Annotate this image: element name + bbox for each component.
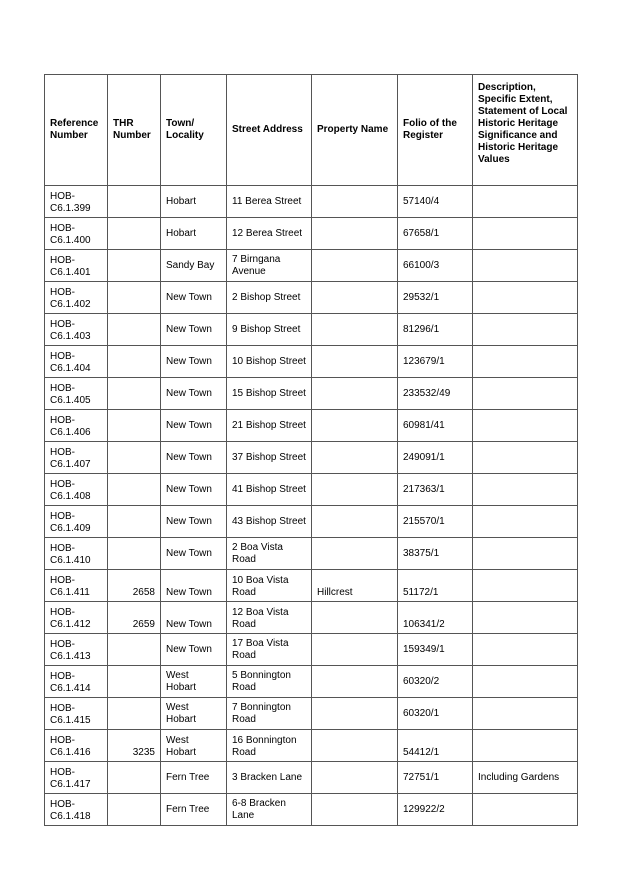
cell-reference-number: HOB-C6.1.409 bbox=[45, 506, 108, 538]
table-row bbox=[45, 698, 578, 730]
cell-reference-number: HOB-C6.1.407 bbox=[45, 442, 108, 474]
header-property-name: Property Name bbox=[312, 75, 398, 186]
table-row bbox=[45, 410, 578, 442]
cell-thr-number bbox=[108, 666, 161, 698]
cell-thr-number: 2659 bbox=[108, 602, 161, 634]
header-thr-number: THR Number bbox=[108, 75, 161, 186]
cell-town-locality: West Hobart bbox=[161, 730, 227, 762]
cell-folio: 233532/49 bbox=[398, 378, 473, 410]
cell-reference-number: HOB-C6.1.412 bbox=[45, 602, 108, 634]
cell-property-name: Hillcrest bbox=[312, 570, 398, 602]
cell-property-name bbox=[312, 282, 398, 314]
cell-folio: 60320/1 bbox=[398, 698, 473, 730]
table-row bbox=[45, 186, 578, 218]
cell-street-address: 5 Bonnington Road bbox=[227, 666, 312, 698]
cell-reference-number: HOB-C6.1.404 bbox=[45, 346, 108, 378]
cell-folio: 72751/1 bbox=[398, 762, 473, 794]
cell-thr-number bbox=[108, 762, 161, 794]
cell-reference-number: HOB-C6.1.414 bbox=[45, 666, 108, 698]
cell-description bbox=[473, 410, 578, 442]
cell-description bbox=[473, 250, 578, 282]
heritage-register-table bbox=[44, 74, 578, 826]
cell-folio: 54412/1 bbox=[398, 730, 473, 762]
cell-folio: 129922/2 bbox=[398, 794, 473, 826]
cell-street-address: 10 Bishop Street bbox=[227, 346, 312, 378]
cell-folio: 106341/2 bbox=[398, 602, 473, 634]
cell-description bbox=[473, 794, 578, 826]
cell-thr-number bbox=[108, 538, 161, 570]
cell-folio: 60981/41 bbox=[398, 410, 473, 442]
cell-street-address: 41 Bishop Street bbox=[227, 474, 312, 506]
cell-property-name bbox=[312, 602, 398, 634]
cell-property-name bbox=[312, 794, 398, 826]
cell-description bbox=[473, 538, 578, 570]
cell-reference-number: HOB-C6.1.401 bbox=[45, 250, 108, 282]
cell-description bbox=[473, 442, 578, 474]
cell-description bbox=[473, 634, 578, 666]
cell-town-locality: Fern Tree bbox=[161, 794, 227, 826]
cell-street-address: 6-8 Bracken Lane bbox=[227, 794, 312, 826]
cell-folio: 51172/1 bbox=[398, 570, 473, 602]
cell-town-locality: New Town bbox=[161, 314, 227, 346]
cell-property-name bbox=[312, 378, 398, 410]
cell-thr-number bbox=[108, 474, 161, 506]
header-description: Description, Specific Extent, Statement of Local Historic Heritage Significance and Historic Heritage Values bbox=[473, 75, 578, 186]
table-row bbox=[45, 634, 578, 666]
cell-town-locality: New Town bbox=[161, 570, 227, 602]
cell-thr-number bbox=[108, 186, 161, 218]
cell-town-locality: Hobart bbox=[161, 218, 227, 250]
header-folio: Folio of the Register bbox=[398, 75, 473, 186]
cell-thr-number bbox=[108, 282, 161, 314]
cell-town-locality: New Town bbox=[161, 538, 227, 570]
cell-street-address: 9 Bishop Street bbox=[227, 314, 312, 346]
cell-folio: 57140/4 bbox=[398, 186, 473, 218]
cell-folio: 123679/1 bbox=[398, 346, 473, 378]
cell-description bbox=[473, 474, 578, 506]
cell-street-address: 12 Berea Street bbox=[227, 218, 312, 250]
cell-description bbox=[473, 218, 578, 250]
table-row bbox=[45, 250, 578, 282]
table-row bbox=[45, 378, 578, 410]
cell-property-name bbox=[312, 762, 398, 794]
cell-description bbox=[473, 282, 578, 314]
cell-property-name bbox=[312, 538, 398, 570]
cell-thr-number bbox=[108, 506, 161, 538]
cell-property-name bbox=[312, 474, 398, 506]
cell-description bbox=[473, 186, 578, 218]
cell-property-name bbox=[312, 186, 398, 218]
cell-street-address: 16 Bonnington Road bbox=[227, 730, 312, 762]
cell-description bbox=[473, 570, 578, 602]
cell-street-address: 21 Bishop Street bbox=[227, 410, 312, 442]
cell-street-address: 10 Boa Vista Road bbox=[227, 570, 312, 602]
table-row bbox=[45, 762, 578, 794]
cell-street-address: 3 Bracken Lane bbox=[227, 762, 312, 794]
cell-folio: 66100/3 bbox=[398, 250, 473, 282]
cell-property-name bbox=[312, 666, 398, 698]
cell-town-locality: West Hobart bbox=[161, 698, 227, 730]
cell-description bbox=[473, 378, 578, 410]
cell-description bbox=[473, 730, 578, 762]
cell-folio: 249091/1 bbox=[398, 442, 473, 474]
cell-thr-number bbox=[108, 634, 161, 666]
cell-street-address: 12 Boa Vista Road bbox=[227, 602, 312, 634]
cell-thr-number bbox=[108, 250, 161, 282]
cell-town-locality: New Town bbox=[161, 634, 227, 666]
cell-thr-number bbox=[108, 378, 161, 410]
cell-folio: 38375/1 bbox=[398, 538, 473, 570]
table-row bbox=[45, 602, 578, 634]
cell-folio: 159349/1 bbox=[398, 634, 473, 666]
cell-reference-number: HOB-C6.1.400 bbox=[45, 218, 108, 250]
cell-folio: 215570/1 bbox=[398, 506, 473, 538]
cell-reference-number: HOB-C6.1.411 bbox=[45, 570, 108, 602]
table-row bbox=[45, 474, 578, 506]
header-street-address: Street Address bbox=[227, 75, 312, 186]
header-town-locality: Town/ Locality bbox=[161, 75, 227, 186]
cell-street-address: 15 Bishop Street bbox=[227, 378, 312, 410]
cell-town-locality: Sandy Bay bbox=[161, 250, 227, 282]
cell-thr-number bbox=[108, 442, 161, 474]
cell-property-name bbox=[312, 314, 398, 346]
cell-town-locality: New Town bbox=[161, 474, 227, 506]
cell-thr-number bbox=[108, 794, 161, 826]
cell-town-locality: Fern Tree bbox=[161, 762, 227, 794]
header-reference-number: Reference Number bbox=[45, 75, 108, 186]
cell-town-locality: New Town bbox=[161, 442, 227, 474]
table-row bbox=[45, 666, 578, 698]
cell-reference-number: HOB-C6.1.415 bbox=[45, 698, 108, 730]
cell-town-locality: New Town bbox=[161, 378, 227, 410]
cell-street-address: 2 Boa Vista Road bbox=[227, 538, 312, 570]
table-row bbox=[45, 730, 578, 762]
cell-description bbox=[473, 698, 578, 730]
cell-folio: 60320/2 bbox=[398, 666, 473, 698]
cell-town-locality: West Hobart bbox=[161, 666, 227, 698]
cell-street-address: 43 Bishop Street bbox=[227, 506, 312, 538]
cell-description bbox=[473, 602, 578, 634]
cell-folio: 81296/1 bbox=[398, 314, 473, 346]
table-row bbox=[45, 794, 578, 826]
cell-thr-number bbox=[108, 410, 161, 442]
cell-reference-number: HOB-C6.1.399 bbox=[45, 186, 108, 218]
cell-town-locality: New Town bbox=[161, 602, 227, 634]
table-header-row bbox=[45, 75, 578, 186]
cell-property-name bbox=[312, 506, 398, 538]
cell-town-locality: New Town bbox=[161, 282, 227, 314]
table-row bbox=[45, 218, 578, 250]
cell-street-address: 37 Bishop Street bbox=[227, 442, 312, 474]
cell-property-name bbox=[312, 250, 398, 282]
cell-reference-number: HOB-C6.1.403 bbox=[45, 314, 108, 346]
cell-reference-number: HOB-C6.1.418 bbox=[45, 794, 108, 826]
cell-street-address: 7 Birngana Avenue bbox=[227, 250, 312, 282]
table-row bbox=[45, 282, 578, 314]
cell-reference-number: HOB-C6.1.417 bbox=[45, 762, 108, 794]
cell-description bbox=[473, 506, 578, 538]
cell-description bbox=[473, 666, 578, 698]
cell-description: Including Gardens bbox=[473, 762, 578, 794]
cell-reference-number: HOB-C6.1.413 bbox=[45, 634, 108, 666]
cell-reference-number: HOB-C6.1.416 bbox=[45, 730, 108, 762]
cell-street-address: 2 Bishop Street bbox=[227, 282, 312, 314]
cell-thr-number: 3235 bbox=[108, 730, 161, 762]
table-row bbox=[45, 346, 578, 378]
cell-property-name bbox=[312, 698, 398, 730]
cell-property-name bbox=[312, 410, 398, 442]
cell-thr-number bbox=[108, 218, 161, 250]
cell-town-locality: New Town bbox=[161, 410, 227, 442]
cell-property-name bbox=[312, 442, 398, 474]
cell-description bbox=[473, 314, 578, 346]
cell-property-name bbox=[312, 634, 398, 666]
cell-thr-number bbox=[108, 698, 161, 730]
cell-thr-number bbox=[108, 346, 161, 378]
table-row bbox=[45, 314, 578, 346]
cell-town-locality: New Town bbox=[161, 506, 227, 538]
cell-reference-number: HOB-C6.1.410 bbox=[45, 538, 108, 570]
cell-description bbox=[473, 346, 578, 378]
table-row bbox=[45, 442, 578, 474]
table-body bbox=[45, 186, 578, 826]
cell-reference-number: HOB-C6.1.408 bbox=[45, 474, 108, 506]
cell-reference-number: HOB-C6.1.405 bbox=[45, 378, 108, 410]
cell-property-name bbox=[312, 218, 398, 250]
cell-street-address: 7 Bonnington Road bbox=[227, 698, 312, 730]
cell-folio: 217363/1 bbox=[398, 474, 473, 506]
cell-reference-number: HOB-C6.1.406 bbox=[45, 410, 108, 442]
cell-town-locality: Hobart bbox=[161, 186, 227, 218]
cell-town-locality: New Town bbox=[161, 346, 227, 378]
cell-reference-number: HOB-C6.1.402 bbox=[45, 282, 108, 314]
cell-street-address: 17 Boa Vista Road bbox=[227, 634, 312, 666]
cell-street-address: 11 Berea Street bbox=[227, 186, 312, 218]
table-row bbox=[45, 570, 578, 602]
cell-folio: 67658/1 bbox=[398, 218, 473, 250]
cell-folio: 29532/1 bbox=[398, 282, 473, 314]
table-row bbox=[45, 506, 578, 538]
cell-property-name bbox=[312, 346, 398, 378]
cell-property-name bbox=[312, 730, 398, 762]
cell-thr-number bbox=[108, 314, 161, 346]
cell-thr-number: 2658 bbox=[108, 570, 161, 602]
table-row bbox=[45, 538, 578, 570]
